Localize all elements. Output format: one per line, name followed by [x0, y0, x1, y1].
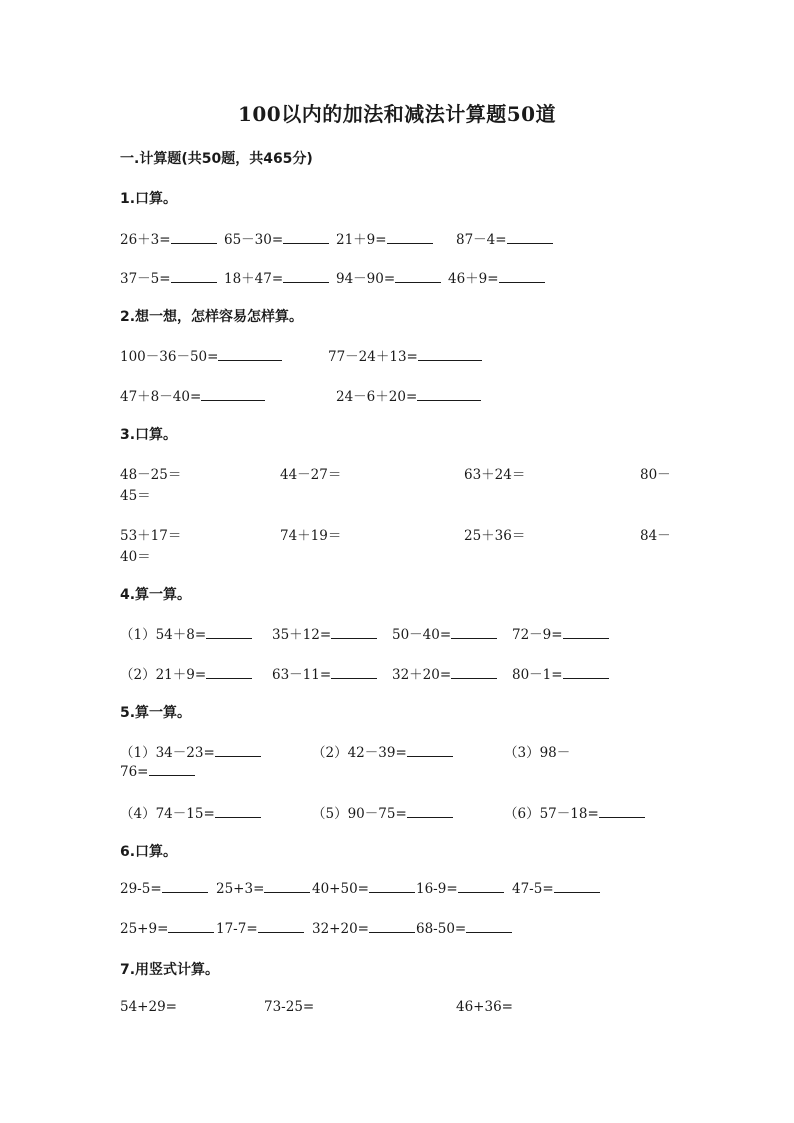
- problem-wrap: 45＝: [120, 488, 151, 504]
- problem: 16-9=: [416, 880, 504, 897]
- problem: 40+50=: [312, 880, 415, 897]
- answer-blank: [407, 805, 453, 818]
- problem: 48－25＝: [120, 467, 182, 483]
- section-4-heading: 4.算一算。: [120, 587, 192, 603]
- problem: 80－1=: [512, 663, 609, 683]
- section-1-heading: 1.口算。: [120, 191, 178, 207]
- answer-blank: [466, 920, 512, 933]
- problem: 74＋19＝: [280, 528, 342, 544]
- problem: 37－5=: [120, 267, 217, 287]
- problem: 68-50=: [416, 920, 512, 937]
- problem: 80－: [640, 467, 671, 483]
- problem: 17-7=: [216, 920, 304, 937]
- problem: 84－: [640, 528, 671, 544]
- problem: 32+20=: [312, 920, 415, 937]
- problem: 25+9=: [120, 920, 214, 937]
- problem: 94－90=: [336, 267, 441, 287]
- problem: 18＋47=: [224, 267, 329, 287]
- problem-wrap: 76=: [120, 763, 195, 780]
- answer-blank: [206, 626, 252, 639]
- problem: 29-5=: [120, 880, 208, 897]
- answer-blank: [258, 920, 304, 933]
- answer-blank: [451, 666, 497, 679]
- answer-blank: [418, 348, 482, 361]
- problem: （5）90－75=: [312, 802, 453, 822]
- answer-blank: [201, 388, 265, 401]
- problem: 50－40=: [392, 623, 497, 643]
- problem: 63＋24＝: [464, 467, 526, 483]
- section-6-heading: 6.口算。: [120, 844, 178, 860]
- worksheet-title: 100以内的加法和减法计算题50道: [237, 102, 557, 126]
- answer-blank: [369, 920, 415, 933]
- answer-blank: [417, 388, 481, 401]
- answer-blank: [331, 626, 377, 639]
- answer-blank: [171, 270, 217, 283]
- problem: 26＋3=: [120, 228, 217, 248]
- section-5-heading: 5.算一算。: [120, 705, 192, 721]
- answer-blank: [554, 880, 600, 893]
- answer-blank: [563, 626, 609, 639]
- answer-blank: [149, 763, 195, 776]
- problem: （6）57－18=: [504, 802, 645, 822]
- problem: （1）54＋8=: [120, 623, 252, 643]
- problem: 63－11=: [272, 663, 377, 683]
- problem: （4）74－15=: [120, 802, 261, 822]
- answer-blank: [387, 231, 433, 244]
- problem: （1）34－23=: [120, 741, 261, 761]
- answer-blank: [331, 666, 377, 679]
- answer-blank: [168, 920, 214, 933]
- answer-blank: [407, 744, 453, 757]
- problem: 73-25=: [264, 999, 315, 1015]
- answer-blank: [283, 231, 329, 244]
- section-2-heading: 2.想一想，怎样容易怎样算。: [120, 309, 304, 325]
- answer-blank: [563, 666, 609, 679]
- problem: 65－30=: [224, 228, 329, 248]
- problem: （3）98－: [504, 745, 571, 761]
- problem: （2）21＋9=: [120, 663, 252, 683]
- problem: 100－36－50=: [120, 345, 282, 365]
- part-heading: 一.计算题(共50题，共465分): [120, 151, 313, 167]
- answer-blank: [283, 270, 329, 283]
- problem: 24－6＋20=: [336, 385, 481, 405]
- answer-blank: [458, 880, 504, 893]
- problem: 32＋20=: [392, 663, 497, 683]
- problem: 72－9=: [512, 623, 609, 643]
- answer-blank: [215, 805, 261, 818]
- problem: 35＋12=: [272, 623, 377, 643]
- problem: 87－4=: [456, 228, 553, 248]
- problem: 21＋9=: [336, 228, 433, 248]
- section-7-heading: 7.用竖式计算。: [120, 962, 220, 978]
- answer-blank: [507, 231, 553, 244]
- answer-blank: [162, 880, 208, 893]
- answer-blank: [215, 744, 261, 757]
- problem: 53＋17＝: [120, 528, 182, 544]
- section-3-heading: 3.口算。: [120, 427, 178, 443]
- problem-wrap: 40＝: [120, 549, 151, 565]
- problem: 46＋9=: [448, 267, 545, 287]
- problem: 54+29=: [120, 999, 177, 1015]
- answer-blank: [264, 880, 310, 893]
- problem: 25＋36＝: [464, 528, 526, 544]
- problem: 44－27＝: [280, 467, 342, 483]
- answer-blank: [599, 805, 645, 818]
- answer-blank: [218, 348, 282, 361]
- answer-blank: [451, 626, 497, 639]
- problem: 77－24＋13=: [328, 345, 482, 365]
- answer-blank: [395, 270, 441, 283]
- problem: 47-5=: [512, 880, 600, 897]
- problem: （2）42－39=: [312, 741, 453, 761]
- problem: 25+3=: [216, 880, 310, 897]
- answer-blank: [171, 231, 217, 244]
- problem: 47＋8－40=: [120, 385, 265, 405]
- answer-blank: [369, 880, 415, 893]
- answer-blank: [206, 666, 252, 679]
- answer-blank: [499, 270, 545, 283]
- problem: 46+36=: [456, 999, 513, 1015]
